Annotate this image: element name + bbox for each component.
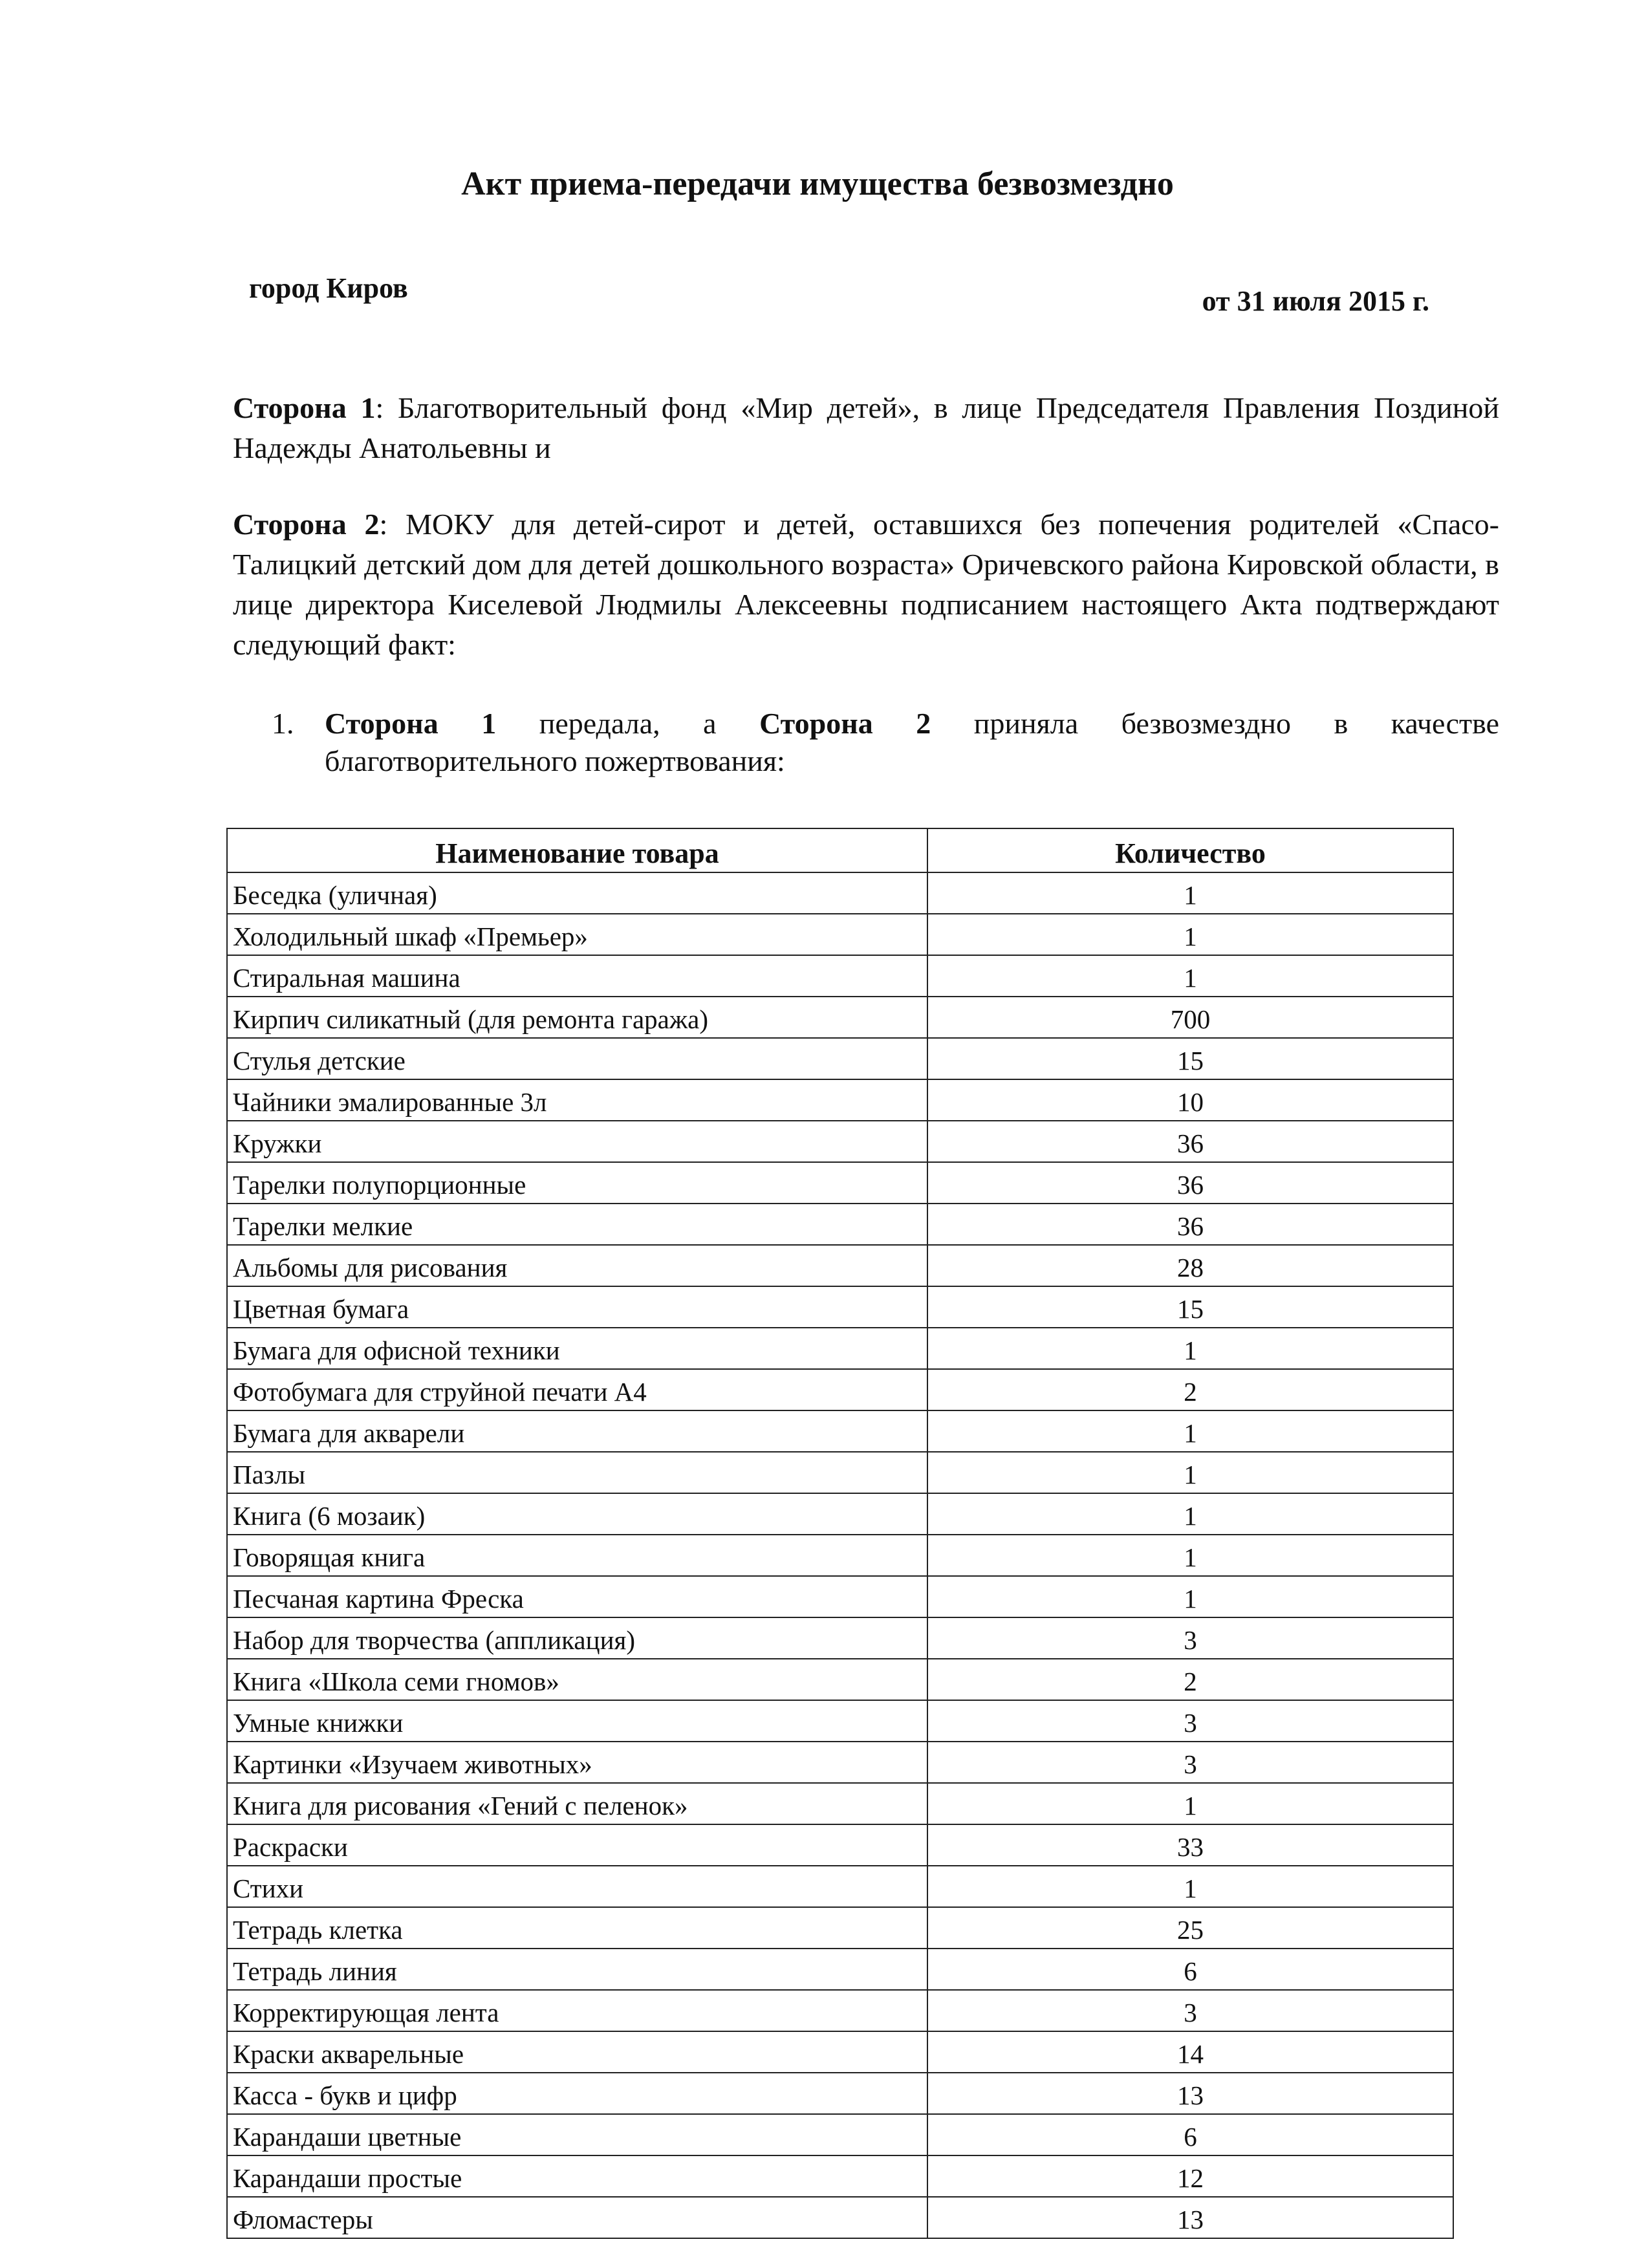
table-row: [227, 2073, 1453, 2114]
item-name: Картинки «Изучаем животных»: [227, 1742, 927, 1783]
item-name: Песчаная картина Фреска: [227, 1576, 927, 1617]
clause-number: 1.: [272, 707, 294, 740]
table-row: [227, 1328, 1453, 1369]
table-row: [227, 914, 1453, 955]
item-quantity: 2: [927, 1659, 1453, 1700]
goods-table: [226, 828, 1454, 2239]
table-row: [227, 1535, 1453, 1576]
table-row: [227, 1783, 1453, 1824]
item-name: Фотобумага для струйной печати А4: [227, 1369, 927, 1410]
item-quantity: 14: [927, 2031, 1453, 2073]
item-quantity: 1: [927, 1452, 1453, 1493]
table-row: [227, 2114, 1453, 2155]
item-quantity: 1: [927, 955, 1453, 997]
party1-text: : Благотворительный фонд «Мир детей», в лице Председателя Правления Поздиной Надежды Анатольевны и: [233, 391, 1499, 464]
item-name: Тетрадь линия: [227, 1949, 927, 1990]
party1-paragraph: [233, 388, 1499, 468]
item-name: Краски акварельные: [227, 2031, 927, 2073]
table-row: [227, 1079, 1453, 1121]
table-row: [227, 1121, 1453, 1162]
item-quantity: 28: [927, 1245, 1453, 1286]
item-name: Стиральная машина: [227, 955, 927, 997]
item-quantity: 15: [927, 1286, 1453, 1328]
table-row: [227, 1576, 1453, 1617]
item-name: Холодильный шкаф «Премьер»: [227, 914, 927, 955]
item-quantity: 1: [927, 1535, 1453, 1576]
table-row: [227, 1245, 1453, 1286]
item-quantity: 10: [927, 1079, 1453, 1121]
item-name: Тарелки полупорционные: [227, 1162, 927, 1204]
column-header-quantity: Количество: [927, 828, 1453, 872]
item-quantity: 1: [927, 1410, 1453, 1452]
item-quantity: 13: [927, 2073, 1453, 2114]
item-name: Кирпич силикатный (для ремонта гаража): [227, 997, 927, 1038]
item-quantity: 3: [927, 1742, 1453, 1783]
item-name: Книга (6 мозаик): [227, 1493, 927, 1535]
table-row: [227, 1990, 1453, 2031]
clause-line-2: благотворительного пожертвования:: [325, 744, 785, 777]
item-name: Беседка (уличная): [227, 872, 927, 914]
item-quantity: 3: [927, 1990, 1453, 2031]
table-row: [227, 1742, 1453, 1783]
item-name: Умные книжки: [227, 1700, 927, 1742]
item-name: Книга для рисования «Гений с пеленок»: [227, 1783, 927, 1824]
table-row: [227, 1286, 1453, 1328]
document-title: Акт приема-передачи имущества безвозмездно: [461, 166, 1174, 202]
item-name: Касса - букв и цифр: [227, 2073, 927, 2114]
item-name: Бумага для акварели: [227, 1410, 927, 1452]
table-row: [227, 1866, 1453, 1907]
item-name: Тарелки мелкие: [227, 1204, 927, 1245]
table-row: [227, 1038, 1453, 1079]
table-row: [227, 1452, 1453, 1493]
item-quantity: 6: [927, 2114, 1453, 2155]
table-row: [227, 2197, 1453, 2238]
item-name: Бумага для офисной техники: [227, 1328, 927, 1369]
table-row: [227, 2155, 1453, 2197]
item-quantity: 12: [927, 2155, 1453, 2197]
table-row: [227, 955, 1453, 997]
item-quantity: 1: [927, 1866, 1453, 1907]
item-quantity: 25: [927, 1907, 1453, 1949]
item-quantity: 15: [927, 1038, 1453, 1079]
clause-party2: Сторона 2: [759, 707, 931, 740]
table-row: [227, 872, 1453, 914]
item-name: Карандаши цветные: [227, 2114, 927, 2155]
goods-table-body: [227, 872, 1453, 2238]
table-row: [227, 1204, 1453, 1245]
item-name: Чайники эмалированные 3л: [227, 1079, 927, 1121]
item-quantity: 3: [927, 1700, 1453, 1742]
table-row: [227, 1617, 1453, 1659]
table-row: [227, 1659, 1453, 1700]
table-row: [227, 1907, 1453, 1949]
item-name: Стулья детские: [227, 1038, 927, 1079]
table-row: [227, 1162, 1453, 1204]
item-quantity: 1: [927, 1783, 1453, 1824]
item-quantity: 1: [927, 1576, 1453, 1617]
item-name: Карандаши простые: [227, 2155, 927, 2197]
table-row: [227, 1493, 1453, 1535]
table-row: [227, 997, 1453, 1038]
clause-party1: Сторона 1: [325, 707, 497, 740]
item-name: Корректирующая лента: [227, 1990, 927, 2031]
table-row: [227, 1824, 1453, 1866]
party2-text: : МОКУ для детей-сирот и детей, оставшихся без попечения родителей «Спасо-Талицкий детский дом для детей дошкольного возраста» Оричевского района Кировской области, в лице директора Киселевой Людмилы Алексеевны подписанием настоящего Акта подтверждают следующий факт:: [233, 508, 1499, 661]
item-name: Тетрадь клетка: [227, 1907, 927, 1949]
item-quantity: 1: [927, 872, 1453, 914]
item-name: Кружки: [227, 1121, 927, 1162]
table-row: [227, 2031, 1453, 2073]
item-name: Фломастеры: [227, 2197, 927, 2238]
item-quantity: 3: [927, 1617, 1453, 1659]
table-row: [227, 1949, 1453, 1990]
city-label: город Киров: [249, 272, 408, 304]
item-name: Пазлы: [227, 1452, 927, 1493]
item-name: Стихи: [227, 1866, 927, 1907]
item-quantity: 36: [927, 1162, 1453, 1204]
table-header-row: [227, 828, 1453, 872]
item-name: Раскраски: [227, 1824, 927, 1866]
table-row: [227, 1700, 1453, 1742]
item-quantity: 6: [927, 1949, 1453, 1990]
document-date: от 31 июля 2015 г.: [1202, 285, 1429, 317]
item-quantity: 13: [927, 2197, 1453, 2238]
item-quantity: 700: [927, 997, 1453, 1038]
item-quantity: 1: [927, 1328, 1453, 1369]
item-quantity: 33: [927, 1824, 1453, 1866]
item-quantity: 2: [927, 1369, 1453, 1410]
item-quantity: 36: [927, 1204, 1453, 1245]
item-name: Цветная бумага: [227, 1286, 927, 1328]
party1-label: Сторона 1: [233, 391, 376, 424]
item-quantity: 36: [927, 1121, 1453, 1162]
party2-paragraph: [233, 504, 1499, 665]
clause-tail: приняла безвозмездно в качестве: [931, 707, 1499, 740]
table-row: [227, 1369, 1453, 1410]
party2-label: Сторона 2: [233, 508, 380, 541]
item-name: Говорящая книга: [227, 1535, 927, 1576]
item-quantity: 1: [927, 1493, 1453, 1535]
item-name: Альбомы для рисования: [227, 1245, 927, 1286]
clause-mid: передала, а: [496, 707, 760, 740]
table-row: [227, 1410, 1453, 1452]
item-quantity: 1: [927, 914, 1453, 955]
item-name: Набор для творчества (аппликация): [227, 1617, 927, 1659]
item-name: Книга «Школа семи гномов»: [227, 1659, 927, 1700]
column-header-name: Наименование товара: [227, 828, 927, 872]
clause-line-1: [325, 705, 1499, 742]
